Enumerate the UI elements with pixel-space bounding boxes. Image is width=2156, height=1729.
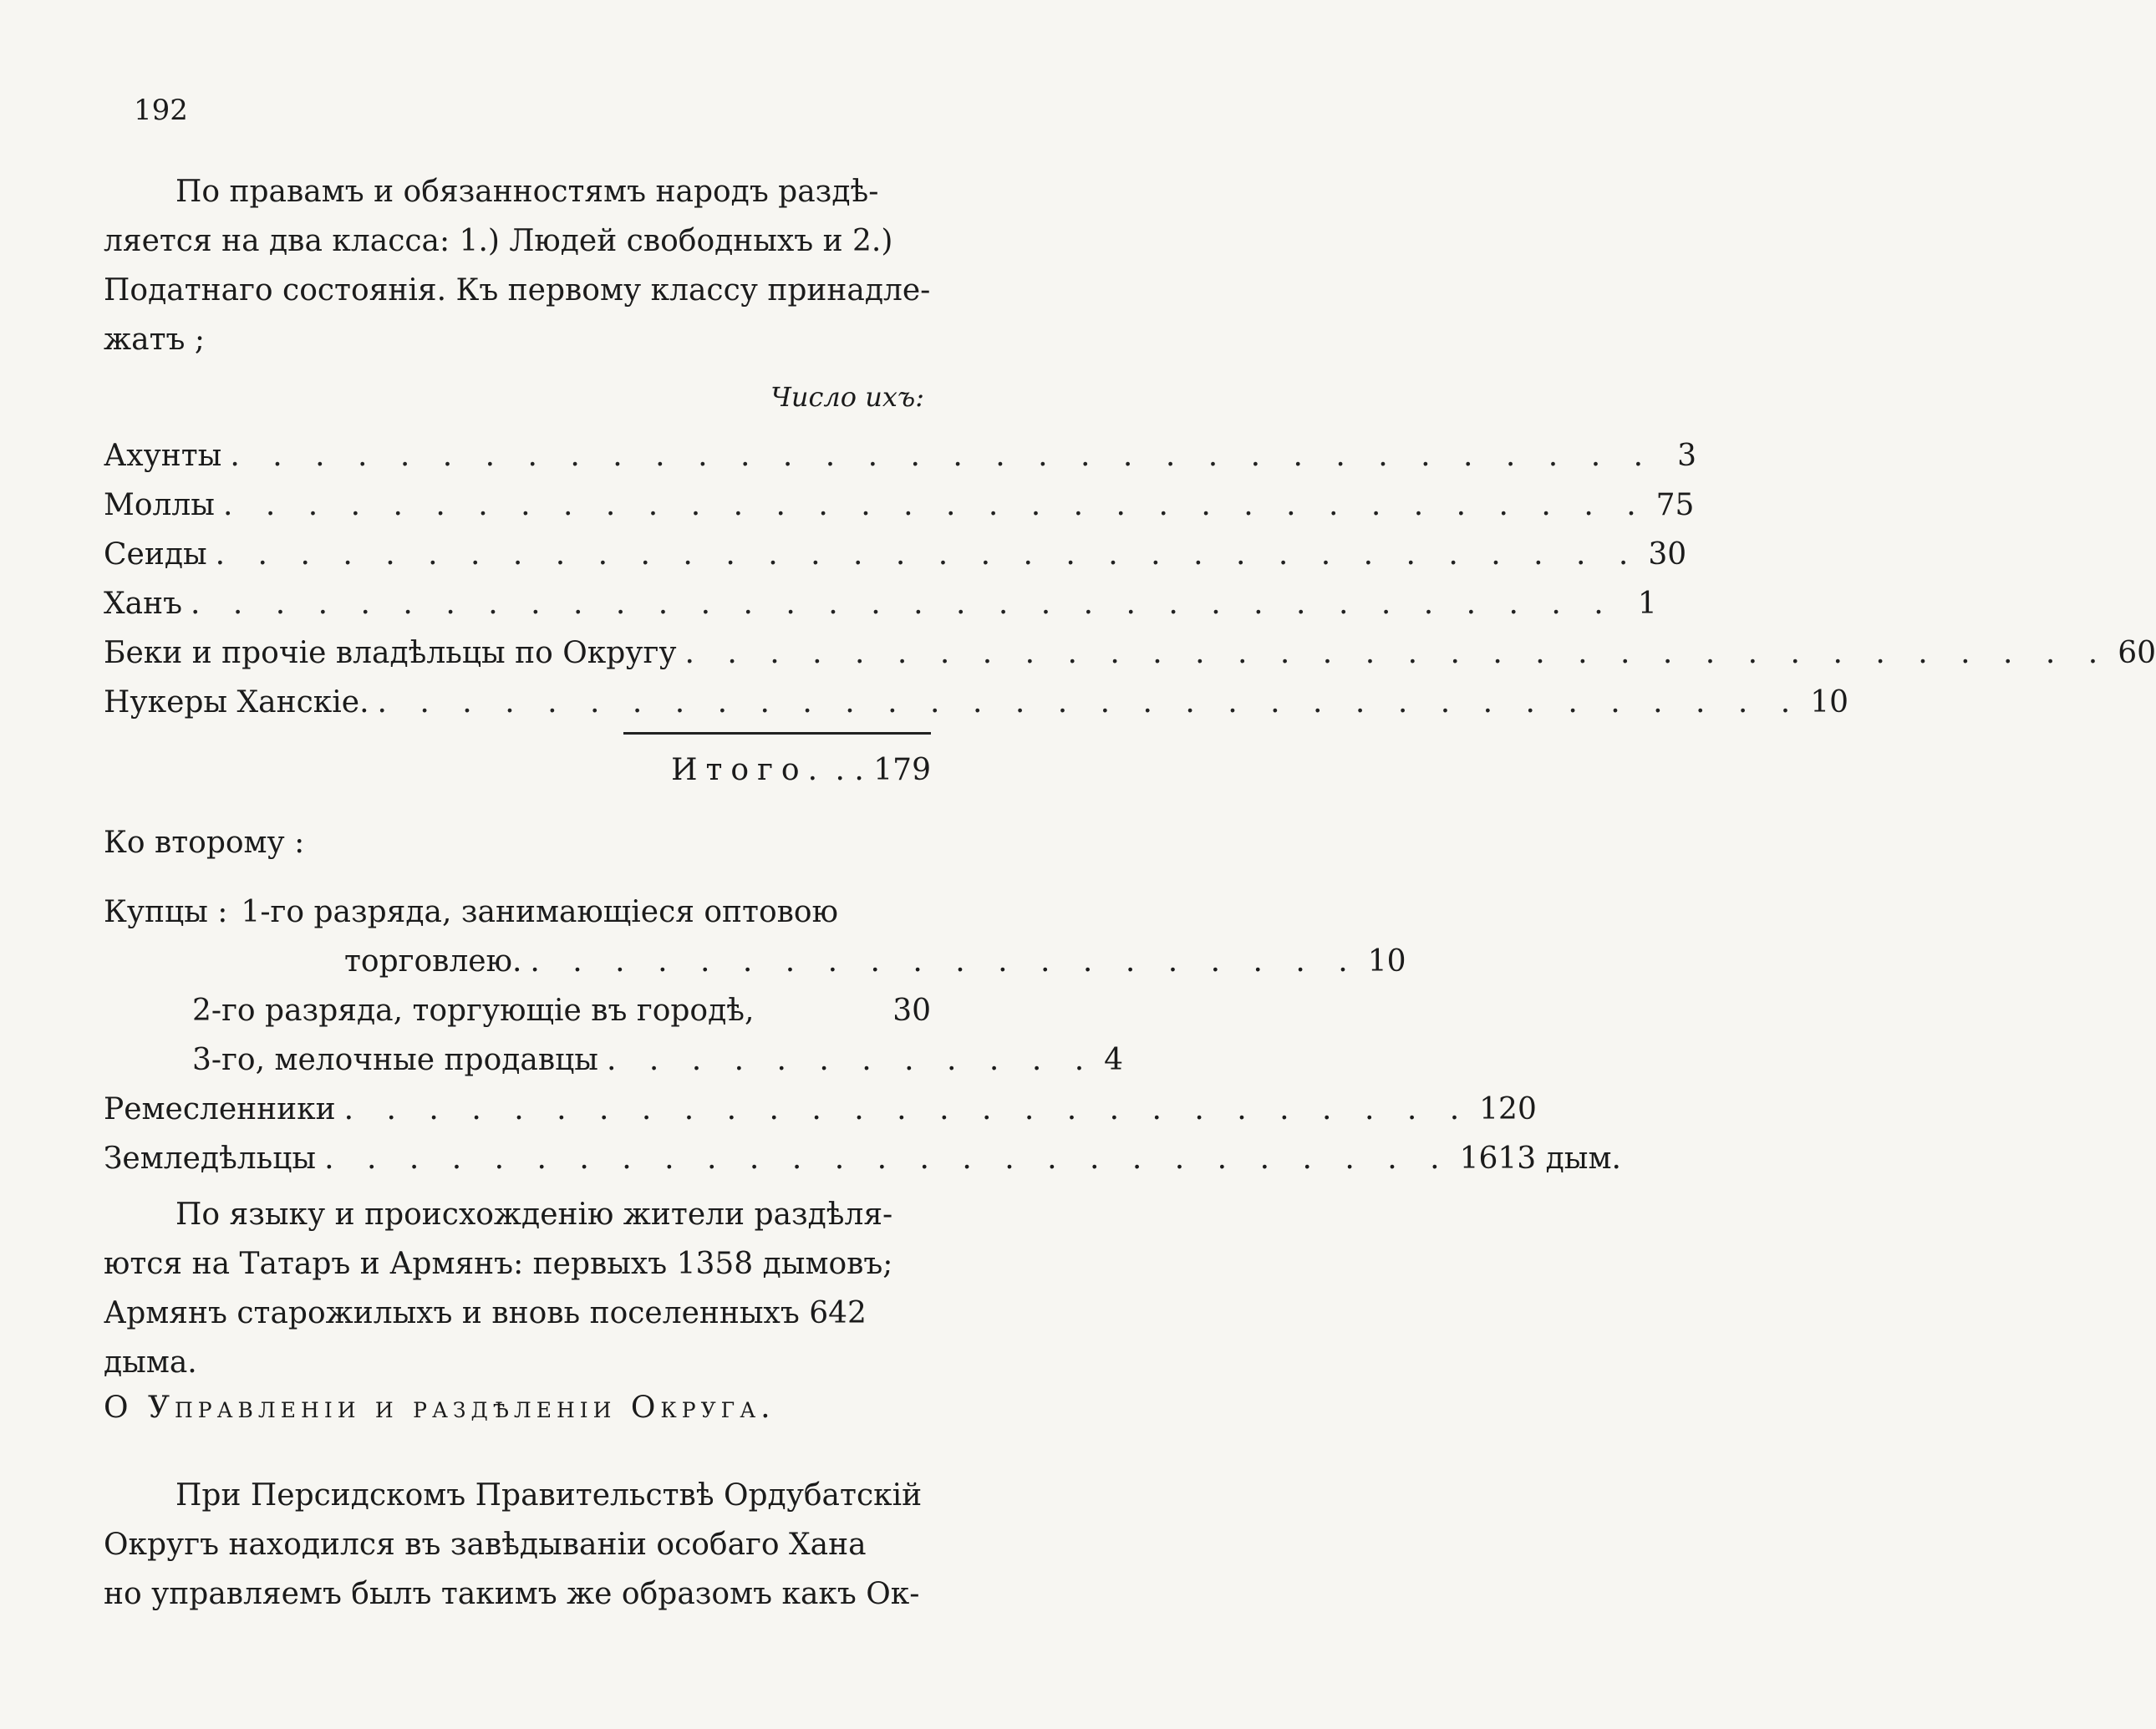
list-item: Сеиды . . . . . . . . . . . . . . . . . . . . . . . . . . . . . . . . . . 30: [104, 530, 931, 579]
item-value: 120: [1479, 1092, 1537, 1126]
list-item: Нукеры Ханскіе. . . . . . . . . . . . . . . . . . . . . . . . . . . . . . . . . . . 10: [104, 678, 931, 727]
section-heading: О Управленіи и раздѣленіи Округа.: [104, 1391, 775, 1425]
merchants-rank1-text: 1-го разряда, занимающіеся оптовою: [241, 895, 838, 929]
list-item: Ремесленники . . . . . . . . . . . . . . . . . . . . . . . . . . . 120: [104, 1085, 931, 1134]
total-value: 179: [873, 753, 931, 787]
page-number: 192: [134, 94, 188, 127]
merchants-rank1-cont: торговлею.: [344, 944, 522, 979]
paragraph-line: Армянъ старожилыхъ и вновь поселенныхъ 642: [104, 1296, 867, 1330]
merchants-rank3-text: 3-го, мелочные продавцы: [192, 1043, 598, 1077]
total-rule: [623, 732, 931, 735]
list-item: торговлею. . . . . . . . . . . . . . . . . . . . . 10: [104, 937, 931, 986]
item-label: Ахунты: [104, 439, 222, 473]
list-item: [104, 887, 931, 937]
merchants-label: Купцы :: [104, 895, 228, 929]
item-value: 4: [1104, 1043, 1124, 1077]
item-label: Нукеры Ханскіе.: [104, 685, 369, 720]
item-label: Ремесленники: [104, 1092, 336, 1126]
paragraph-line: По языку и происхожденію жители раздѣля-: [175, 1198, 893, 1232]
language-paragraph: [104, 1190, 931, 1387]
item-label: Ханъ: [104, 587, 182, 621]
intro-line: По правамъ и обязанностямъ народъ раздѣ-: [175, 175, 879, 209]
item-value: 1: [1637, 587, 1657, 621]
item-label: Моллы: [104, 488, 215, 522]
list-item: Беки и прочіе владѣльцы по Округу . . . . . . . . . . . . . . . . . . . . . . . . . . . . . . . . . . 60: [104, 628, 931, 678]
item-value: 10: [1367, 944, 1406, 979]
total-line: Итого. . . 179: [671, 753, 931, 787]
intro-line: Податнаго состоянія. Къ первому классу принадле-: [104, 273, 931, 308]
intro-line: ляется на два класса: 1.) Людей свободныхъ и 2.): [104, 224, 893, 258]
merchants-rank2-text: 2-го разряда, торгующіе въ городѣ,: [192, 994, 755, 1028]
list-item: 3-го, мелочные продавцы . . . . . . . . . . . . 4: [104, 1035, 931, 1085]
item-value: 60: [2118, 636, 2156, 670]
item-label: Беки и прочіе владѣльцы по Округу: [104, 636, 677, 670]
item-label: Сеиды: [104, 537, 207, 572]
intro-line: жатъ ;: [104, 323, 205, 357]
item-value: 30: [892, 994, 931, 1028]
list-item: Ханъ . . . . . . . . . . . . . . . . . . . . . . . . . . . . . . . . . . 1: [104, 579, 931, 628]
item-value: 10: [1810, 685, 1849, 720]
list-item: [104, 986, 931, 1035]
item-value: 1613 дым.: [1459, 1142, 1621, 1176]
paragraph-line: но управляемъ былъ такимъ же образомъ какъ Ок-: [104, 1577, 920, 1611]
paragraph-line: ются на Татаръ и Армянъ: первыхъ 1358 дымовъ;: [104, 1247, 893, 1281]
paragraph-line: Округъ находился въ завѣдываніи особаго Хана: [104, 1528, 867, 1562]
second-class-label: Ко второму :: [104, 826, 305, 860]
paragraph-line: дыма.: [104, 1345, 197, 1380]
item-value: 3: [1677, 439, 1697, 473]
paragraph-line: При Персидскомъ Правительствѣ Ордубатскій: [175, 1478, 923, 1513]
first-class-list: [104, 431, 2156, 727]
count-column-header: Число ихъ:: [770, 381, 924, 413]
list-item: Ахунты . . . . . . . . . . . . . . . . . . . . . . . . . . . . . . . . . . 3: [104, 431, 931, 481]
intro-paragraph: [104, 167, 931, 364]
list-item: Земледѣльцы . . . . . . . . . . . . . . . . . . . . . . . . . . . 1613 дым.: [104, 1134, 931, 1183]
item-label: Земледѣльцы: [104, 1142, 317, 1176]
item-value: 30: [1648, 537, 1687, 572]
admin-paragraph: [104, 1471, 931, 1619]
list-item: Моллы . . . . . . . . . . . . . . . . . . . . . . . . . . . . . . . . . . 75: [104, 481, 931, 530]
second-class-list: [104, 887, 1621, 1183]
total-label: Итого.: [671, 753, 826, 787]
item-value: 75: [1655, 488, 1695, 522]
